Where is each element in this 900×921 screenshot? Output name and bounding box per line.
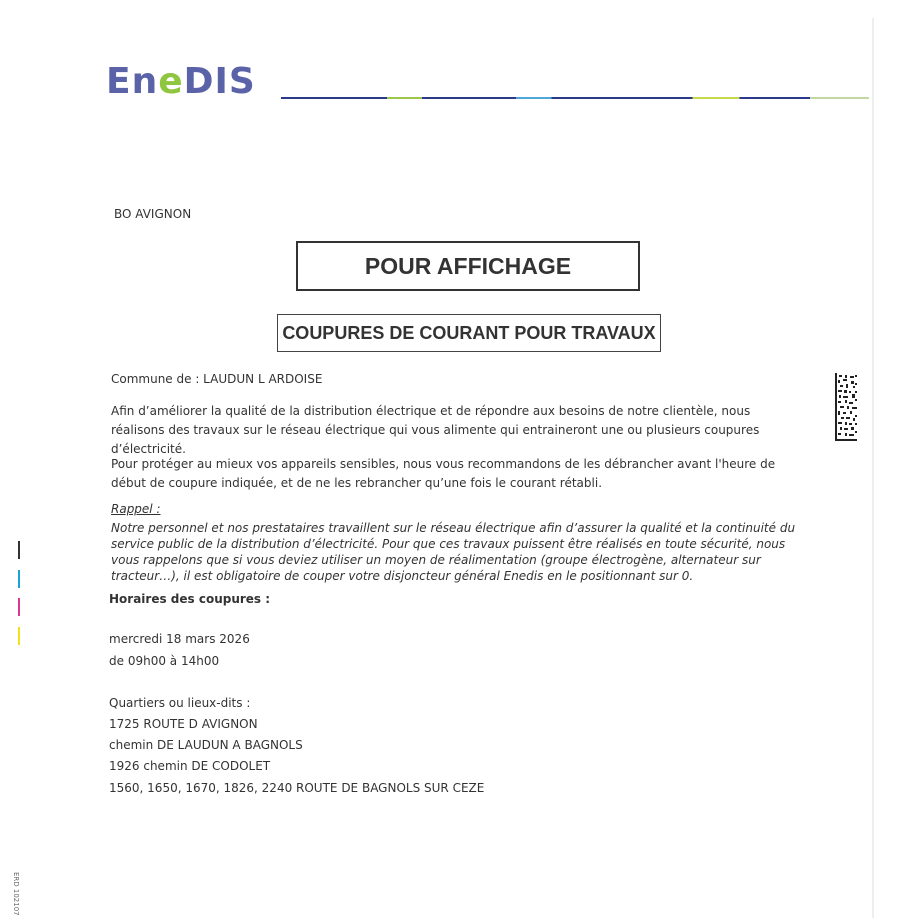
agency-name: BO AVIGNON <box>114 207 192 221</box>
rappel-title: Rappel : <box>111 502 161 516</box>
quartier-item: 1926 chemin DE CODOLET <box>109 759 271 773</box>
quartiers-title: Quartiers ou lieux-dits : <box>109 696 251 710</box>
registration-mark-cyan <box>18 570 20 588</box>
quartier-item: 1560, 1650, 1670, 1826, 2240 ROUTE DE BAGNOLS SUR CEZE <box>109 781 485 795</box>
horaires-title: Horaires des coupures : <box>109 592 271 606</box>
rappel-body: Notre personnel et nos prestataires travaillent sur le réseau électrique afin d’assurer la qualité et la continuité du service public de la distribution d’électricité. Pour que ces travaux puissent être réalisés en toute sécurité, nous vous rappelons que si vous deviez utiliser un moyen de réalimentation (groupe électrogène, alternateur sur tracteur…), il est obligatoire de couper votre disjoncteur général Enedis en le positionnant sur 0. <box>111 521 796 583</box>
outage-time: de 09h00 à 14h00 <box>109 654 220 668</box>
document-reference: ERD 102107 <box>12 872 20 916</box>
datamatrix-code <box>835 373 857 441</box>
registration-mark-magenta <box>18 598 20 616</box>
commune-line: Commune de : LAUDUN L ARDOISE <box>111 372 323 386</box>
notice-title: POUR AFFICHAGE <box>296 241 640 291</box>
header-rule <box>281 97 869 99</box>
intro-paragraph: Afin d’améliorer la qualité de la distribution électrique et de répondre aux besoins de notre clientèle, nous réalisons des travaux sur le réseau électrique qui vous alimente qui entraineront une ou plusieurs coupures d’électricité. <box>111 404 760 456</box>
advice-paragraph: Pour protéger au mieux vos appareils sensibles, nous vous recommandons de les débrancher avant l'heure de début de coupure indiquée, et de ne les rebrancher qu’une fois le courant rétabli. <box>111 457 776 490</box>
quartier-item: chemin DE LAUDUN A BAGNOLS <box>109 738 303 752</box>
registration-mark-yellow <box>18 627 20 645</box>
registration-mark-black <box>18 541 20 559</box>
notice-subtitle: COUPURES DE COURANT POUR TRAVAUX <box>277 314 661 352</box>
quartier-item: 1725 ROUTE D AVIGNON <box>109 717 258 731</box>
enedis-logo: EneDIS <box>106 61 256 102</box>
outage-date: mercredi 18 mars 2026 <box>109 632 250 646</box>
page-edge <box>872 18 874 918</box>
